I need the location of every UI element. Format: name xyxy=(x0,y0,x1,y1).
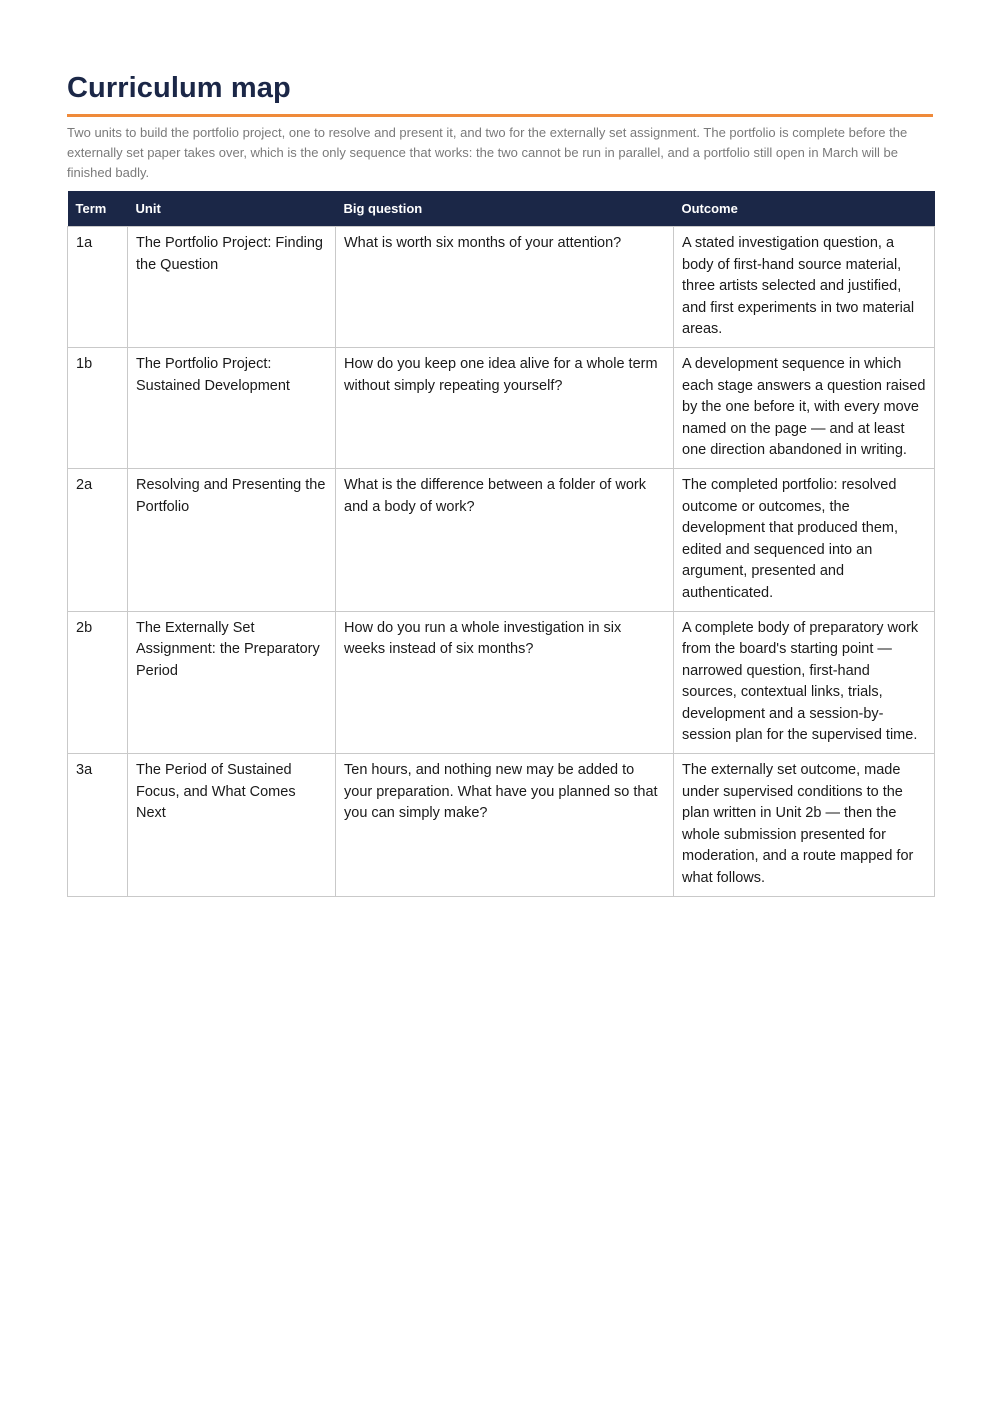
cell-term: 1b xyxy=(68,347,128,468)
cell-outcome: The externally set outcome, made under supervised conditions to the plan written in Unit 2b — then the whole submission presented for moderation, and a route mapped for what follows. xyxy=(674,754,935,897)
cell-term: 2b xyxy=(68,611,128,754)
table-body xyxy=(68,227,935,897)
cell-outcome: A complete body of preparatory work from the board's starting point — narrowed question, first-hand sources, contextual links, trials, development and a session-by-session plan for the supervised time. xyxy=(674,611,935,754)
table-header xyxy=(68,191,935,227)
cell-term: 1a xyxy=(68,227,128,348)
cell-big-question: How do you keep one idea alive for a whole term without simply repeating yourself? xyxy=(336,347,674,468)
header-term: Term xyxy=(68,191,128,227)
page-title: Curriculum map xyxy=(67,72,291,104)
cell-unit: The Period of Sustained Focus, and What Comes Next xyxy=(128,754,336,897)
cell-term: 2a xyxy=(68,468,128,611)
table-row xyxy=(68,227,935,348)
cell-term: 3a xyxy=(68,754,128,897)
table-row xyxy=(68,611,935,754)
cell-unit: The Externally Set Assignment: the Preparatory Period xyxy=(128,611,336,754)
cell-big-question: What is worth six months of your attention? xyxy=(336,227,674,348)
cell-unit: The Portfolio Project: Finding the Question xyxy=(128,227,336,348)
cell-big-question: How do you run a whole investigation in six weeks instead of six months? xyxy=(336,611,674,754)
cell-outcome: A stated investigation question, a body of first-hand source material, three artists selected and justified, and first experiments in two material areas. xyxy=(674,227,935,348)
curriculum-table xyxy=(67,191,935,897)
header-outcome: Outcome xyxy=(674,191,935,227)
header-unit: Unit xyxy=(128,191,336,227)
cell-big-question: What is the difference between a folder of work and a body of work? xyxy=(336,468,674,611)
cell-unit: Resolving and Presenting the Portfolio xyxy=(128,468,336,611)
cell-unit: The Portfolio Project: Sustained Development xyxy=(128,347,336,468)
table-header-row xyxy=(68,191,935,227)
title-underline-rule xyxy=(67,114,933,117)
table-row xyxy=(68,754,935,897)
header-big-question: Big question xyxy=(336,191,674,227)
cell-outcome: The completed portfolio: resolved outcome or outcomes, the development that produced them, edited and sequenced into an argument, presented and authenticated. xyxy=(674,468,935,611)
table-row xyxy=(68,347,935,468)
cell-big-question: Ten hours, and nothing new may be added to your preparation. What have you planned so that you can simply make? xyxy=(336,754,674,897)
intro-paragraph: Two units to build the portfolio project, one to resolve and present it, and two for the externally set assignment. The portfolio is complete before the externally set paper takes over, which is the only sequence that works: the two cannot be run in parallel, and a portfolio still open in March will be finished badly. xyxy=(67,125,908,180)
cell-outcome: A development sequence in which each stage answers a question raised by the one before it, with every move named on the page — and at least one direction abandoned in writing. xyxy=(674,347,935,468)
table-row xyxy=(68,468,935,611)
